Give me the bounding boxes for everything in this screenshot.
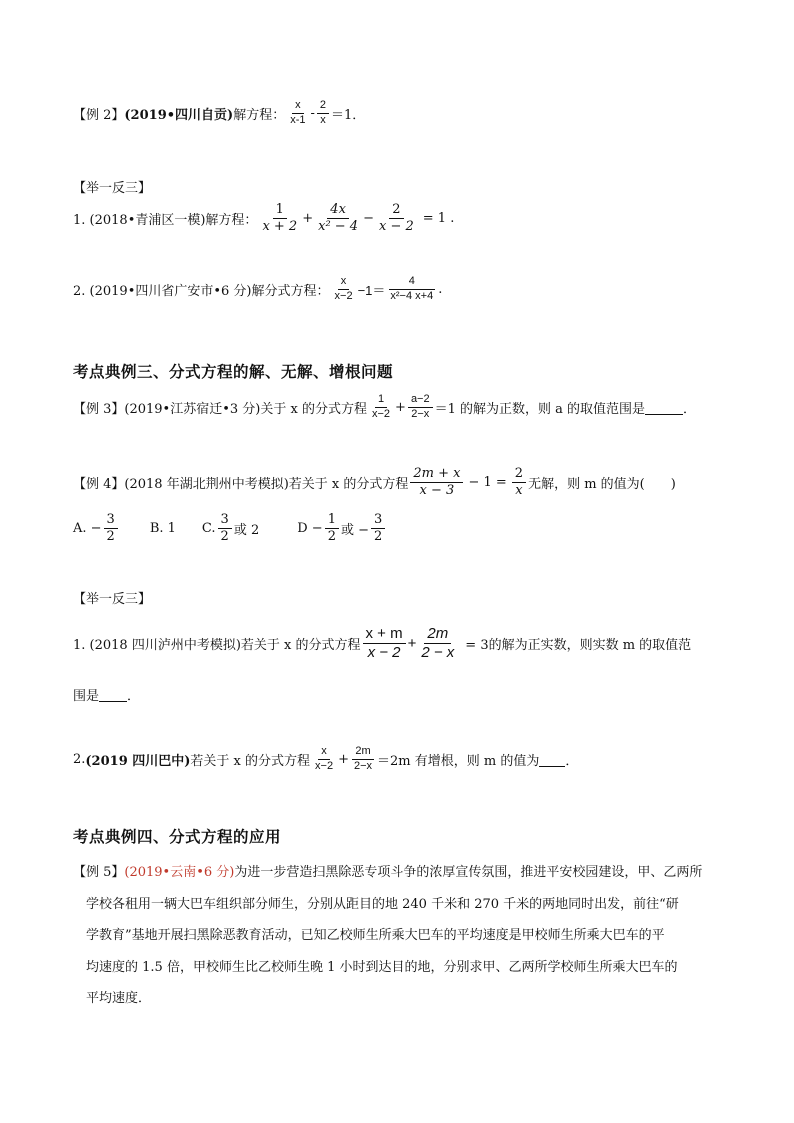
fraction: $\frac{4x}{\text{x² − 4}}$ bbox=[318, 202, 359, 234]
practice-heading: 【举一反三】 bbox=[73, 592, 152, 607]
fraction: $\frac{x + m}{x - 2}$ bbox=[363, 626, 406, 661]
example-5-line-5: 平均速度． bbox=[86, 991, 152, 1006]
fraction: $\frac{2m}{2 - x}$ bbox=[421, 625, 455, 661]
fraction: $\frac{1}{x-2}$ bbox=[371, 393, 391, 420]
fraction: $\frac{x}{x-2}$ bbox=[315, 745, 334, 772]
example-2-label: 【例 2】 bbox=[73, 107, 125, 123]
example-5-line-1: 【例 5】(2019•云南•6 分)为进一步营造扫黑除恶专项斗争的浓厚宣传氛围，推进平安校园建设，甲、乙两所 bbox=[73, 865, 703, 880]
practice-2-item-1-continued: 围是 ． bbox=[73, 689, 141, 704]
answer-blank[interactable] bbox=[99, 687, 127, 702]
fraction: $\frac{1}{x + 2}$ bbox=[262, 202, 298, 234]
example-5-line-4: 均速度的 1.5 倍，甲校师生比乙校师生晚 1 小时到达目的地，分别求甲、乙两所学校师生所乘大巴车的 bbox=[86, 959, 678, 975]
example-5-line-3: 学教育”基地开展扫黑除恶教育活动，已知乙校师生所乘大巴车的平均速度是甲校师生所乘大巴车的平 bbox=[86, 928, 665, 943]
fraction: $\frac{4}{\text{x²−4 x+4}}$ bbox=[390, 275, 434, 302]
fraction: $\frac{1}{2}$ bbox=[325, 513, 339, 543]
fraction: $\frac{2}{x}$ bbox=[512, 467, 526, 497]
section-4-title: 考点典例四、分式方程的应用 bbox=[73, 827, 282, 846]
fraction: $\frac{3}{2}$ bbox=[218, 513, 232, 543]
fraction: $\frac{2m + x}{x - 3}$ bbox=[410, 467, 463, 497]
example-2-source: (2019•四川自贡) bbox=[124, 107, 234, 123]
answer-blank[interactable] bbox=[645, 400, 683, 415]
section-3-title: 考点典例三、分式方程的解、无解、增根问题 bbox=[73, 362, 394, 381]
practice-1-item-2: 2. (2019•四川省广安市•6 分)解分式方程： $\frac{x}{x-2}$ −1＝ $\frac{4}{\text{x²−4 x+4}}$ . bbox=[73, 275, 443, 302]
fraction: $\frac{2}{x - 2}$ bbox=[379, 202, 414, 234]
fraction: $\frac{2}{x}$ bbox=[317, 100, 329, 126]
fraction: $\frac{x}{x-1}$ bbox=[290, 99, 306, 126]
example-5-line-2: 学校各租用一辆大巴车组织部分师生，分别从距目的地 240 千米和 270 千米的两地同时出发，前往“研 bbox=[86, 896, 679, 912]
fraction: $\frac{3}{2}$ bbox=[104, 513, 118, 543]
practice-1-item-1: 1. (2018•青浦区一模)解方程： $\frac{1}{x + 2}$ + $\frac{4x}{\text{x² − 4}}$ − $\frac{2}{x - 2}$ = 1 . bbox=[73, 202, 455, 234]
example-4: 【例 4】 (2018 年湖北荆州中考模拟)若关于 x 的分式方程 $\frac{2m + x}{x - 3}$ − 1 = $\frac{2}{x}$ 无解，则 m 的值为( ) bbox=[73, 466, 676, 498]
example-3: 【例 3】 (2019•江苏宿迁•3 分)关于 x 的分式方程 $\frac{1}{x-2}$ + $\frac{a-2}{2-x}$ ＝1 的解为正数，则 a 的取值范围是 ． bbox=[73, 393, 697, 420]
example-5 bbox=[73, 857, 733, 1015]
example-4-options: A. − $\frac{3}{2}$ B. 1 C. $\frac{3}{2}$ 或 2 D − $\frac{1}{2}$ 或 − $\frac{3}{2}$ bbox=[73, 513, 387, 543]
fraction: $\frac{2m}{2-x}$ bbox=[353, 745, 373, 772]
fraction: $\frac{3}{2}$ bbox=[371, 513, 385, 543]
example-5-source: (2019•云南•6 分) bbox=[124, 865, 235, 880]
fraction: $\frac{x}{x-2}$ bbox=[334, 275, 353, 302]
practice-2-item-2: 2. (2019 四川巴中) 若关于 x 的分式方程 $\frac{x}{x-2}$ + $\frac{2m}{2-x}$ ＝2m 有增根，则 m 的值为 ． bbox=[73, 745, 579, 772]
example-2: 【例 2】 (2019•四川自贡) 解方程： $\frac{x}{x-1}$ - $\frac{2}{x}$ ＝1． bbox=[73, 99, 366, 126]
practice-2-item-1: 1. (2018 四川泸州中考模拟)若关于 x 的分式方程 $\frac{x + m}{x - 2}$ + $\frac{2m}{2 - x}$ = 3的解为正实数，则实数 m 的取值范 bbox=[73, 625, 692, 661]
example-2-task: 解方程： bbox=[233, 107, 286, 123]
fraction: $\frac{a-2}{2-x}$ bbox=[408, 394, 433, 420]
answer-blank[interactable] bbox=[539, 752, 565, 767]
practice-heading: 【举一反三】 bbox=[73, 181, 152, 196]
